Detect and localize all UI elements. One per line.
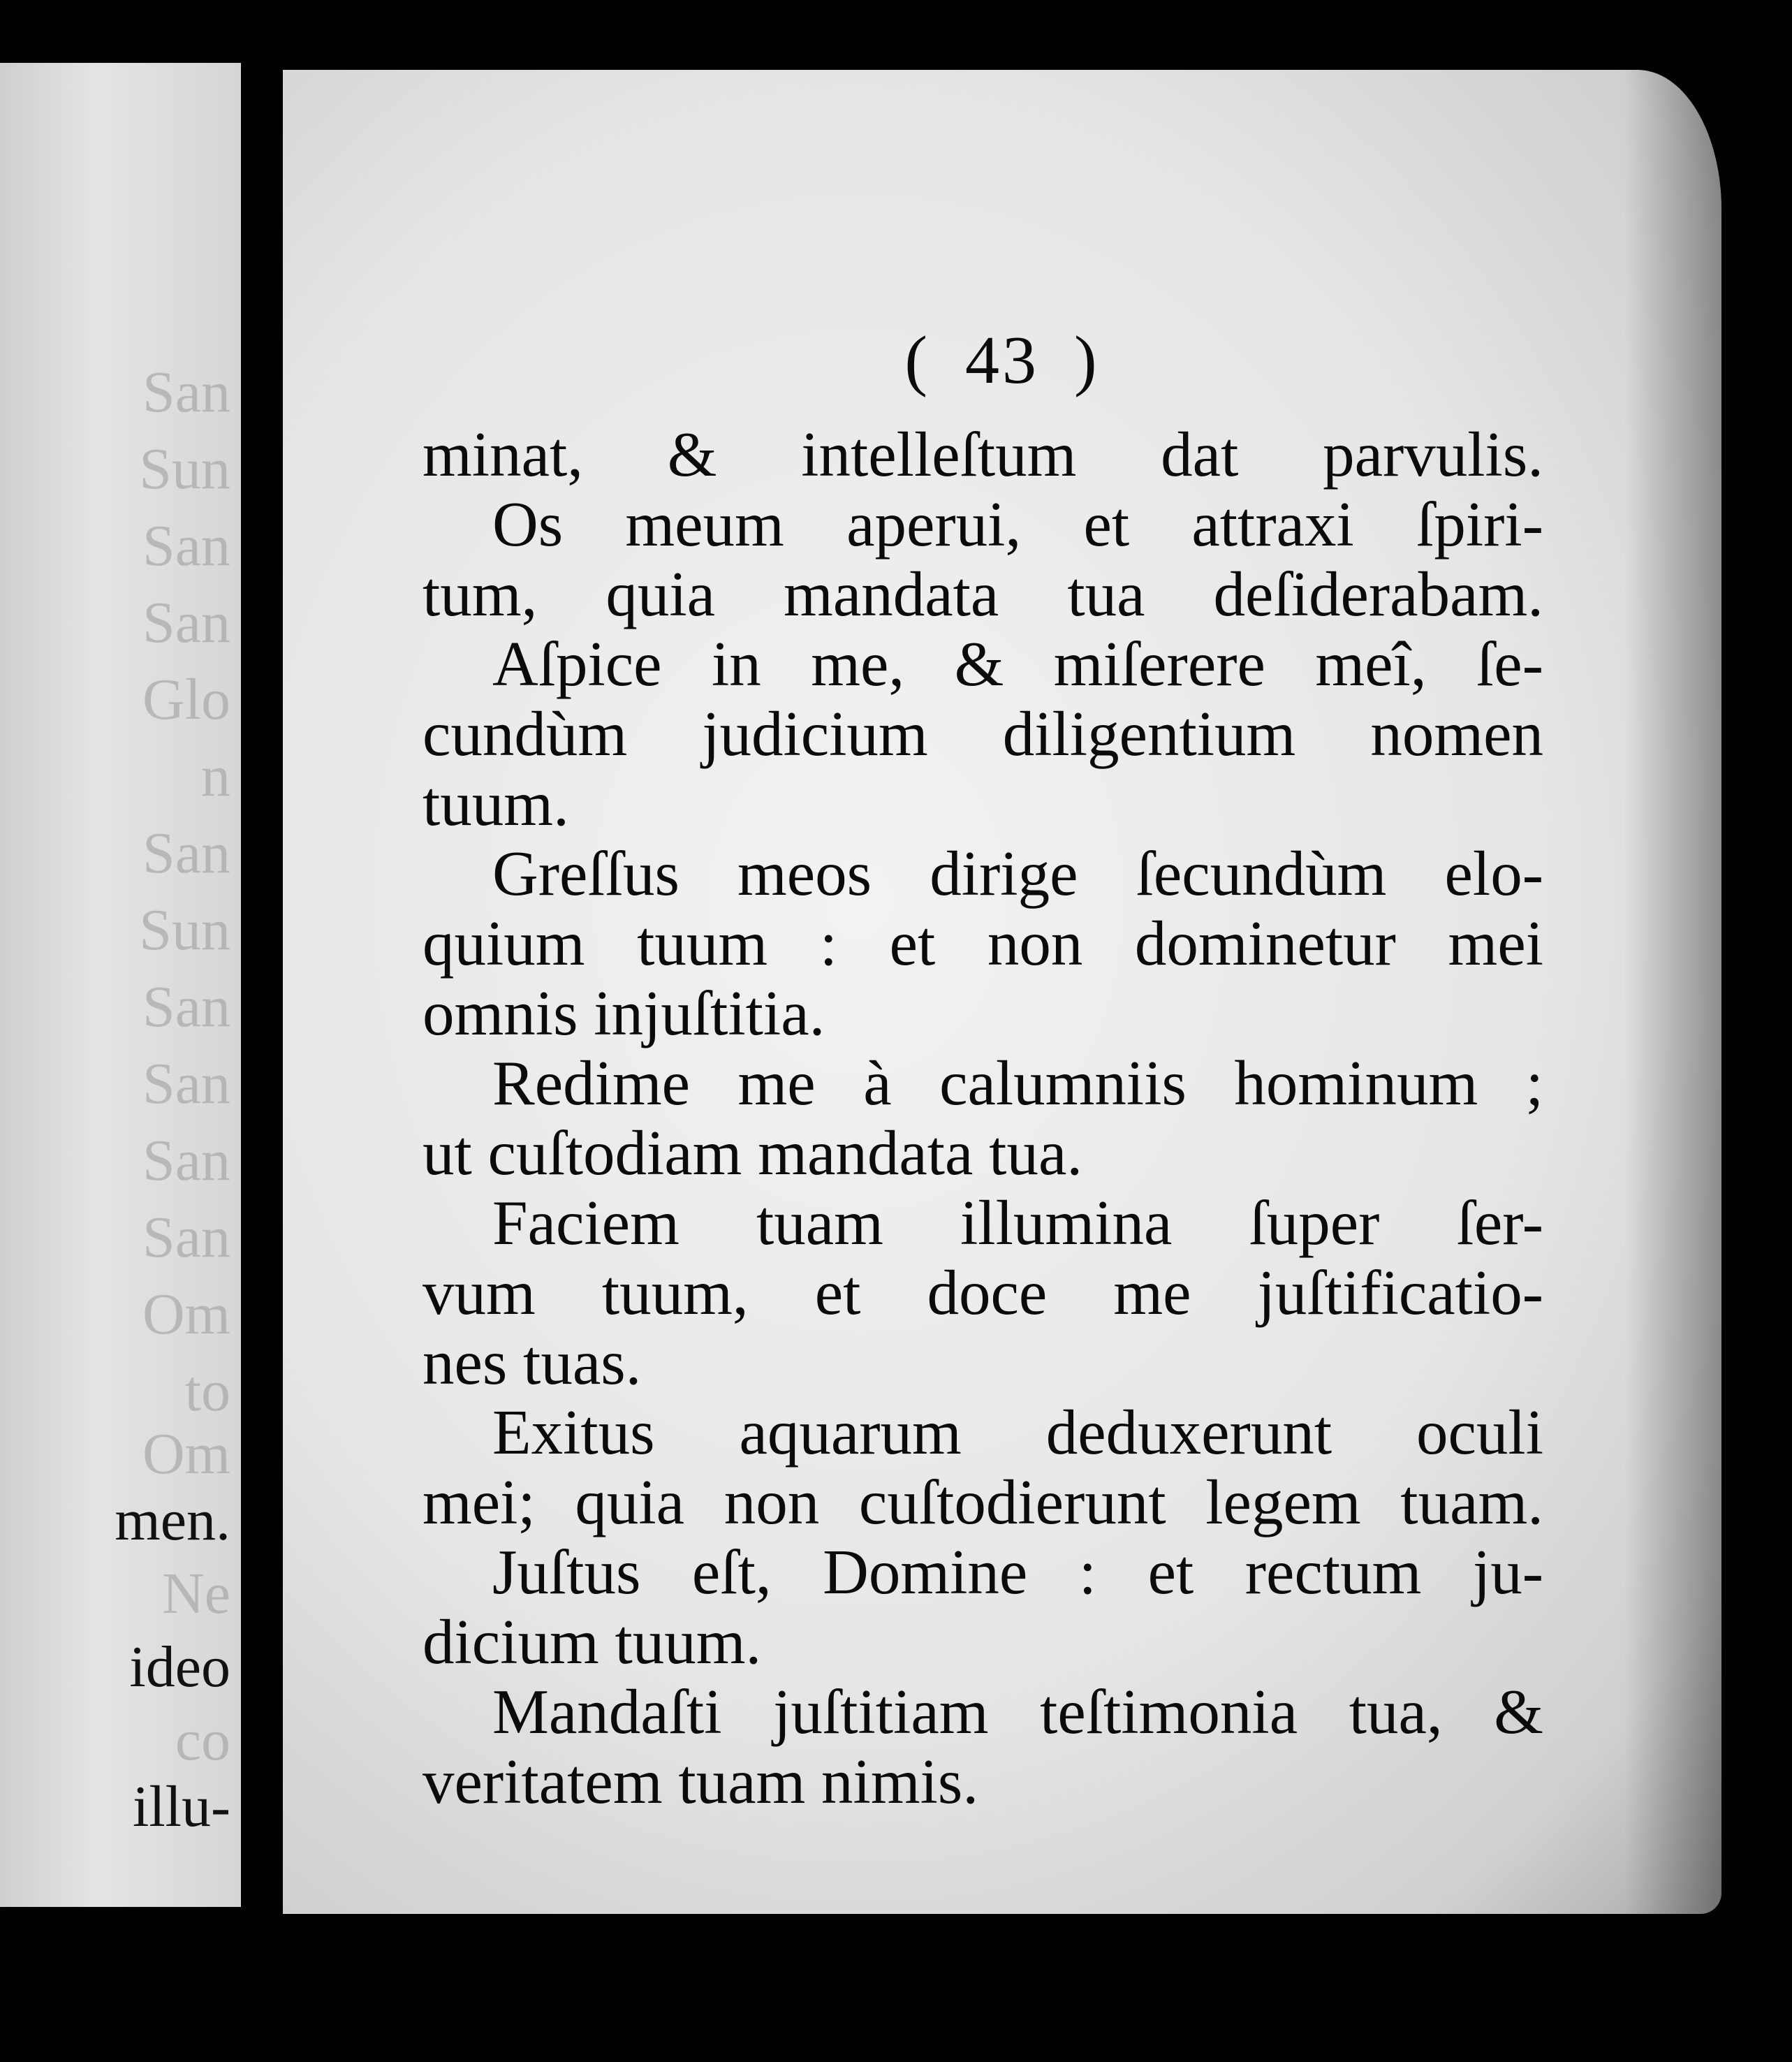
text-line: Faciem tuam illumina ſuper ſer- — [492, 1187, 1543, 1258]
text-line: omnis injuſtitia. — [423, 978, 825, 1048]
left-fragment-line: Sun — [139, 898, 230, 963]
text-line: quium tuum : et non dominetur mei — [423, 908, 1543, 979]
text-line: Aſpice in me, & miſerere meî, ſe- — [492, 629, 1543, 699]
left-fragment-line: ideo — [129, 1635, 230, 1699]
text-line: tum, quia mandata tua deſiderabam. — [423, 559, 1543, 629]
left-fragment-line: San — [142, 821, 230, 886]
page-number: 43 — [965, 323, 1039, 398]
text-line: Redime me à calumniis hominum ; — [492, 1048, 1543, 1118]
left-fragment-line: San — [142, 1128, 230, 1193]
open-paren: ( — [904, 323, 930, 398]
left-fragment-line: San — [142, 1051, 230, 1116]
left-fragment-line: Glo — [142, 667, 230, 732]
text-line: Os meum aperui, et attraxi ſpiri- — [492, 489, 1543, 560]
text-line: dicium tuum. — [423, 1607, 762, 1677]
left-fragment-line: men. — [115, 1488, 230, 1553]
left-fragment-line: San — [142, 513, 230, 578]
left-fragment-line: co — [175, 1708, 230, 1773]
text-line: Greſſus meos dirige ſecundùm elo- — [492, 838, 1543, 909]
text-line: minat, & intelleſtum dat parvulis. — [423, 419, 1543, 490]
left-fragment-line: Om — [142, 1421, 230, 1486]
text-line: veritatem tuam nimis. — [423, 1746, 979, 1817]
left-fragment-line: to — [184, 1359, 230, 1424]
text-line: vum tuum, et doce me juſtificatio- — [423, 1257, 1543, 1328]
text-line: nes tuas. — [423, 1327, 642, 1398]
book-gutter — [241, 0, 283, 2062]
left-fragment-line: Ne — [162, 1561, 230, 1626]
text-line: ut cuſtodiam mandata tua. — [423, 1118, 1083, 1188]
text-line: Juſtus eſt, Domine : et rectum ju- — [492, 1537, 1543, 1607]
page-number-header — [283, 321, 1721, 400]
text-line: Mandaſti juſtitiam teſtimonia tua, & — [492, 1676, 1543, 1747]
text-line: tuum. — [423, 768, 569, 839]
left-fragment-line: San — [142, 1205, 230, 1270]
left-page-fragment — [0, 63, 241, 1907]
left-fragment-line: San — [142, 360, 230, 425]
left-fragment-line: Sun — [139, 437, 230, 502]
right-page — [283, 70, 1721, 1914]
close-paren: ) — [1074, 323, 1100, 398]
text-line: cundùm judicium diligentium nomen — [423, 699, 1543, 769]
left-fragment-line: Om — [142, 1282, 230, 1347]
left-fragment-line: n — [201, 744, 230, 809]
left-fragment-line: San — [142, 590, 230, 655]
text-line: Exitus aquarum deduxerunt oculi — [492, 1397, 1543, 1468]
left-fragment-line: San — [142, 974, 230, 1039]
text-line: mei; quia non cuſtodierunt legem tuam. — [423, 1467, 1543, 1537]
left-fragment-line: illu- — [133, 1774, 230, 1839]
